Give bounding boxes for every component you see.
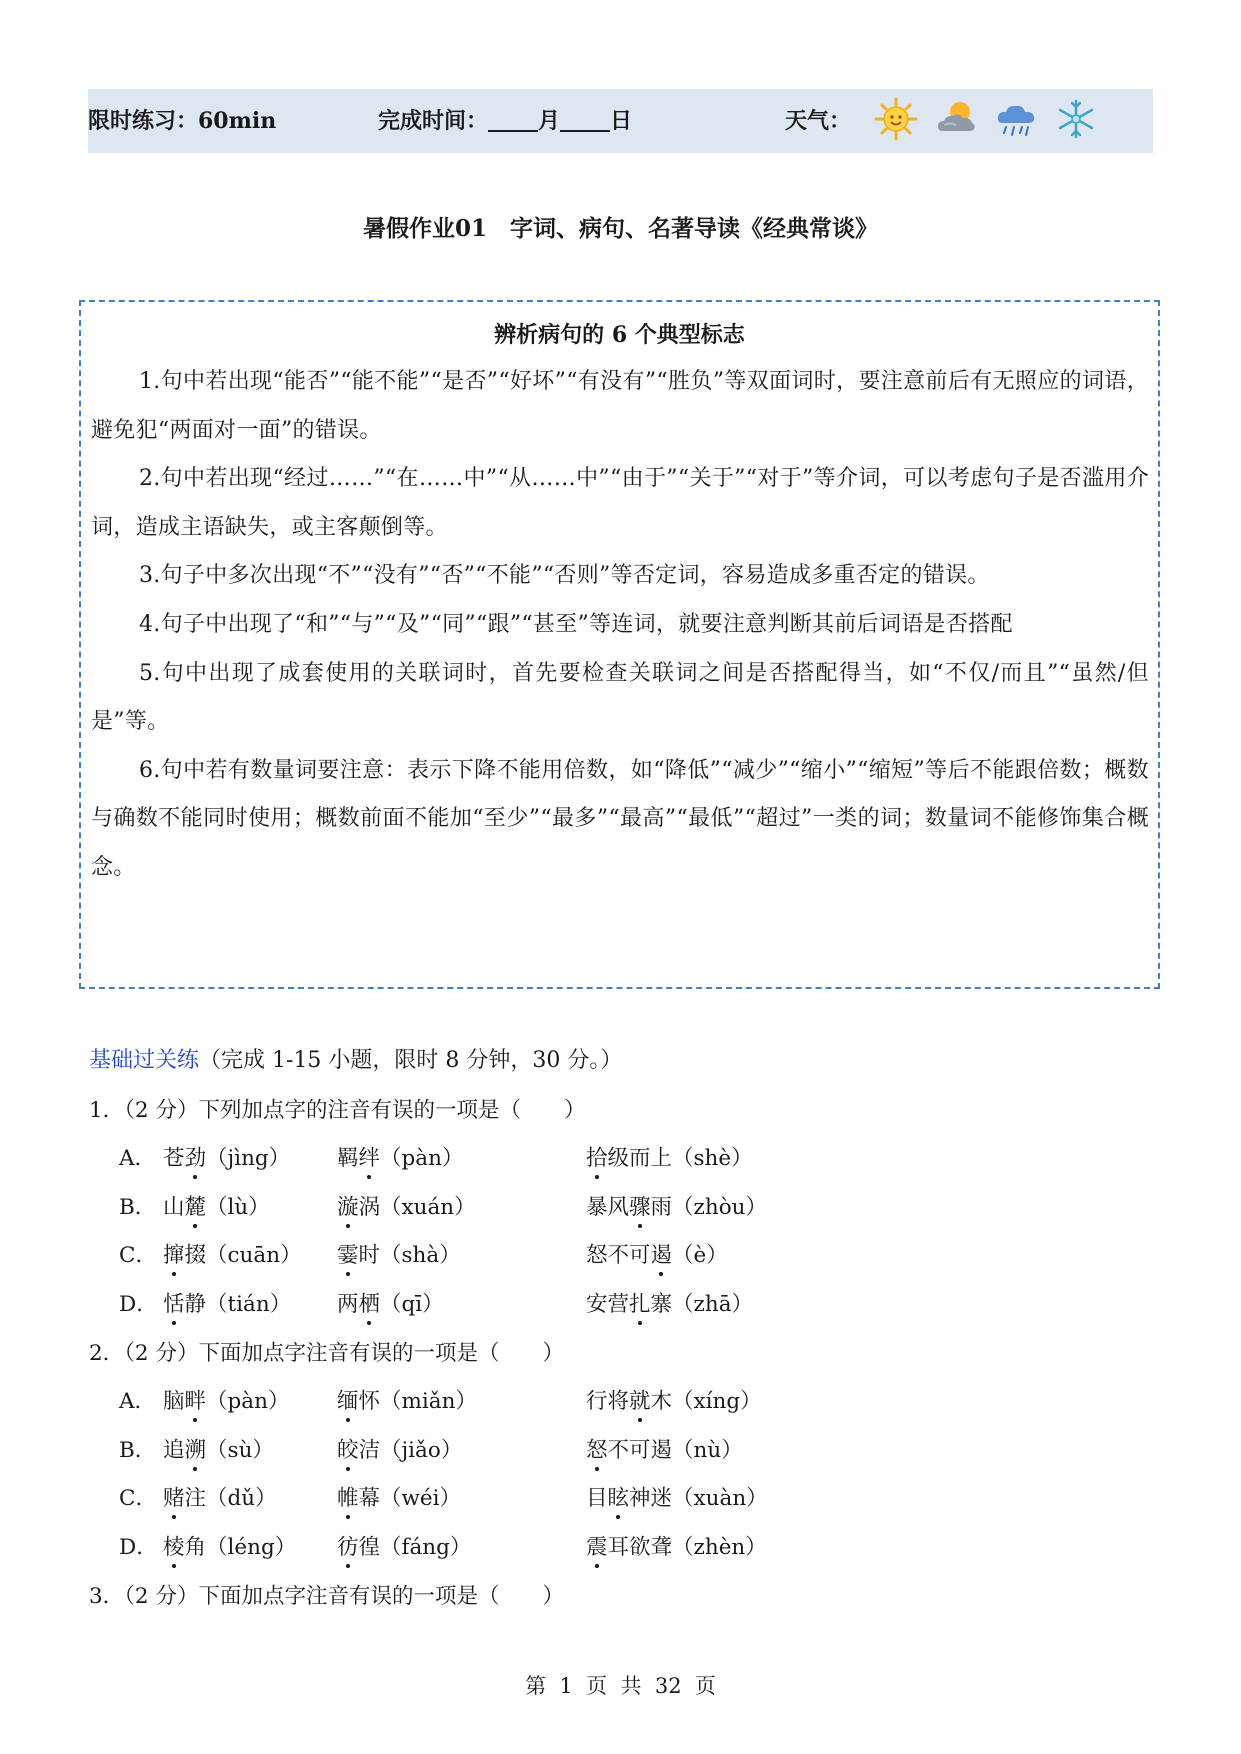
option-word: 暴风骤雨（zhòu） — [586, 1190, 767, 1221]
partly-cloudy-icon[interactable] — [934, 97, 978, 141]
option-letter: D． — [119, 1291, 158, 1317]
snowflake-icon[interactable] — [1054, 97, 1098, 141]
dotted-char: 就 — [629, 1384, 651, 1415]
option-word: 皎洁（jiǎo） — [337, 1433, 462, 1464]
dotted-char: 恬 — [163, 1287, 185, 1318]
tip-item: 1.句中若出现“能否”“能不能”“是否”“好坏”“有没有”“胜负”等双面词时，要注意前后有无照应的词语，避免犯“两面对一面”的错误。 — [91, 369, 1149, 443]
finish-time-label: 完成时间： — [378, 108, 489, 134]
tip-item: 5.句中出现了成套使用的关联词时，首先要检查关联词之间是否搭配得当，如“不仅/而且”“虽然/但是”等。 — [91, 660, 1149, 735]
dotted-char: 棱 — [163, 1530, 185, 1561]
dotted-char: 麓 — [185, 1190, 207, 1221]
option-word: 脑畔（pàn） — [163, 1384, 289, 1415]
tips-box — [79, 300, 1160, 989]
question-stem: 3．（2 分）下面加点字注音有误的一项是（ ） — [89, 1584, 564, 1609]
section-heading — [89, 1043, 622, 1074]
dotted-char: 震 — [586, 1530, 608, 1561]
option-word: 缅怀（miǎn） — [337, 1384, 477, 1415]
option-word: 苍劲（jìng） — [163, 1141, 290, 1172]
option-word: 安营扎寨（zhā） — [586, 1287, 753, 1318]
option-word: 棱角（léng） — [163, 1530, 296, 1561]
option-word: 行将就木（xíng） — [586, 1384, 762, 1415]
dotted-char: 霎 — [337, 1238, 359, 1269]
option-word: 羁绊（pàn） — [337, 1141, 463, 1172]
dotted-char: 溯 — [185, 1433, 207, 1464]
option-word: 怒不可遏（è） — [586, 1238, 728, 1269]
rain-cloud-icon[interactable] — [994, 97, 1038, 141]
tips-title: 辨析病句的 6 个典型标志 — [494, 322, 745, 348]
option-letter: B． — [119, 1194, 157, 1220]
option-letter: C． — [119, 1243, 157, 1268]
month-label: 月 — [538, 108, 561, 134]
dotted-char: 栖 — [359, 1287, 381, 1318]
time-limit-label: 限时练习：60min — [88, 108, 277, 134]
option-word: 恬静（tián） — [163, 1287, 291, 1318]
page-footer: 第 1 页 共 32 页 — [525, 1674, 716, 1698]
dotted-char: 皎 — [337, 1433, 359, 1464]
option-word: 撺掇（cuān） — [163, 1238, 302, 1269]
dotted-char: 撺 — [163, 1238, 185, 1269]
dotted-char: 怒 — [586, 1433, 608, 1464]
option-word: 拾级而上（shè） — [586, 1141, 753, 1172]
day-label: 日 — [610, 108, 633, 134]
page-title: 暑假作业01 字词、病句、名著导读《经典常谈》 — [362, 215, 878, 242]
dotted-char: 彷 — [337, 1530, 359, 1561]
option-letter: A． — [119, 1389, 157, 1414]
finish-time — [378, 89, 632, 153]
option-word: 帷幕（wéi） — [337, 1481, 461, 1512]
option-word: 震耳欲聋（zhèn） — [586, 1530, 767, 1561]
month-blank[interactable] — [488, 110, 538, 132]
option-word: 怒不可遏（nù） — [586, 1433, 743, 1464]
option-word: 漩涡（xuán） — [337, 1190, 476, 1221]
tips-text — [91, 358, 1149, 893]
option-word: 目眩神迷（xuàn） — [586, 1481, 768, 1512]
question-stem: 2．（2 分）下面加点字注音有误的一项是（ ） — [89, 1341, 564, 1366]
option-word: 彷徨（fáng） — [337, 1530, 471, 1561]
dotted-char: 赌 — [163, 1481, 185, 1512]
day-blank[interactable] — [560, 110, 610, 132]
section-heading-note: （完成 1-15 小题，限时 8 分钟，30 分。） — [199, 1048, 623, 1073]
weather-label: 天气： — [785, 108, 852, 134]
header-banner — [88, 89, 1153, 153]
dotted-char: 骤 — [629, 1190, 651, 1221]
option-letter: D． — [119, 1534, 158, 1560]
dotted-char: 畔 — [185, 1384, 207, 1415]
section-heading-title: 基础过关练 — [89, 1048, 200, 1073]
dotted-char: 扎 — [629, 1287, 651, 1318]
dotted-char: 绊 — [359, 1141, 381, 1172]
option-word: 山麓（lù） — [163, 1190, 270, 1221]
dotted-char: 缅 — [337, 1384, 359, 1415]
dotted-char: 漩 — [337, 1190, 359, 1221]
dotted-char: 帷 — [337, 1481, 359, 1512]
option-letter: B． — [119, 1437, 157, 1463]
tip-item: 3.句子中多次出现“不”“没有”“否”“不能”“否则”等否定词，容易造成多重否定的错误。 — [139, 563, 990, 589]
dotted-char: 拾 — [586, 1141, 608, 1172]
option-letter: C． — [119, 1486, 157, 1511]
dotted-char: 遏 — [651, 1238, 673, 1269]
option-word: 赌注（dǔ） — [163, 1481, 277, 1512]
option-word: 霎时（shà） — [337, 1238, 461, 1269]
sun-icon[interactable] — [874, 97, 918, 141]
tip-item: 4.句子中出现了“和”“与”“及”“同”“跟”“甚至”等连词，就要注意判断其前后词语是否搭配 — [139, 611, 1013, 637]
dotted-char: 眩 — [608, 1481, 630, 1512]
question-stem: 1．（2 分）下列加点字的注音有误的一项是（ ） — [89, 1098, 586, 1123]
tip-item: 6.句中若有数量词要注意：表示下降不能用倍数，如“降低”“减少”“缩小”“缩短”等后不能跟倍数；概数与确数不能同时使用；概数前面不能加“至少”“最多”“最高”“最低”“超过”一类的词；数量词不能修饰集合概念。 — [91, 757, 1149, 880]
option-letter: A． — [119, 1146, 157, 1171]
tip-item: 2.句中若出现“经过……”“在……中”“从……中”“由于”“关于”“对于”等介词，可以考虑句子是否滥用介词，造成主语缺失，或主客颠倒等。 — [91, 466, 1149, 540]
option-word: 追溯（sù） — [163, 1433, 274, 1464]
option-word: 两栖（qī） — [337, 1287, 444, 1318]
dotted-char: 劲 — [185, 1141, 207, 1172]
